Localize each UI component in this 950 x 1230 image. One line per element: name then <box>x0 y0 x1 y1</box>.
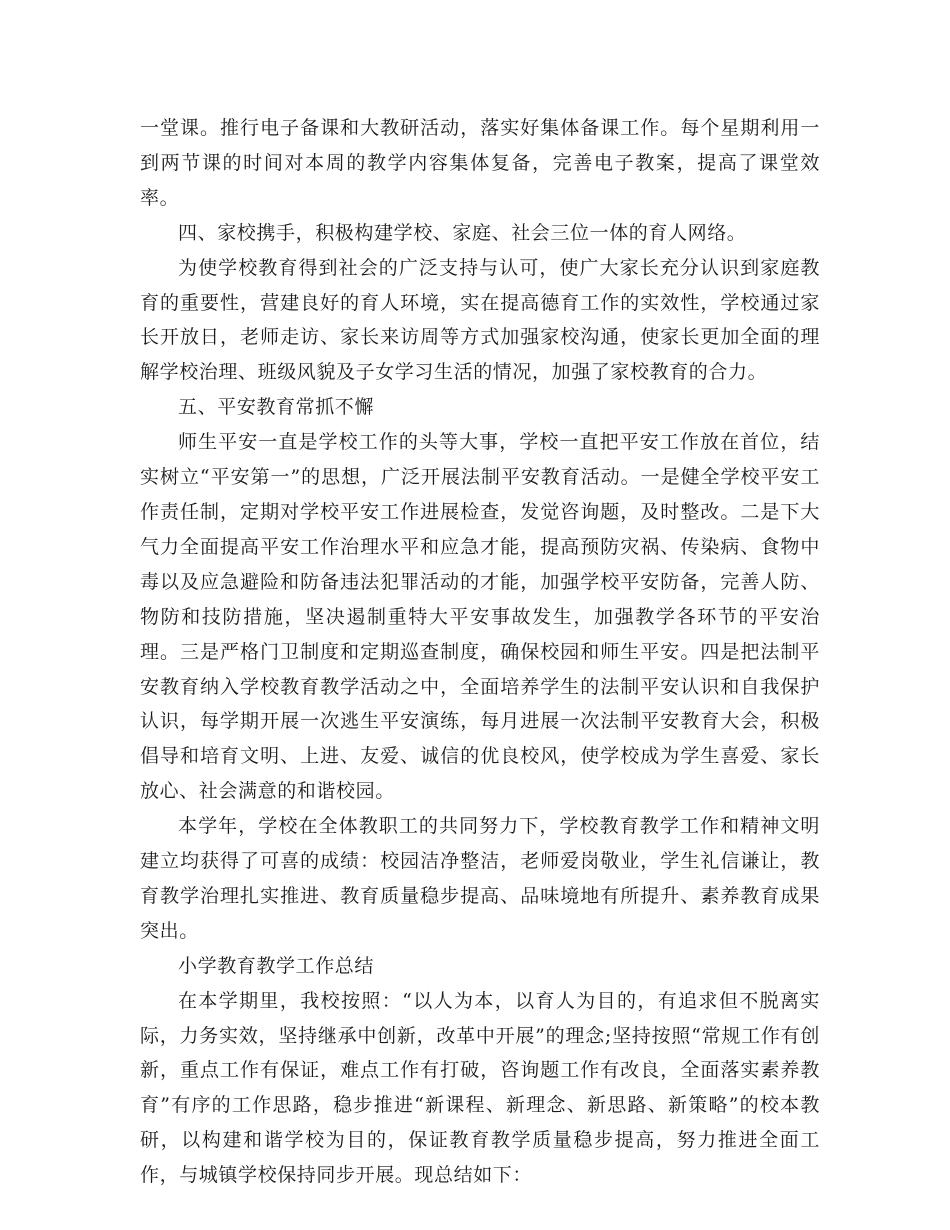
section-heading-five: 五、平安教育常抓不懈 <box>178 396 375 419</box>
paragraph-home-school: 为使学校教育得到社会的广泛支持与认可，使广大家长充分认识到家庭教育的重要性，营建良好的育人环境，实在提高德育工作的实效性，学校通过家长开放日，老师走访、家长来访周等方式加强家校沟通，使家长更加全面的理解学校治理、班级风貌及子女学习生活的情况，加强了家校教育的合力。 <box>140 256 820 384</box>
paragraph-safety: 师生平安一直是学校工作的头等大事，学校一直把平安工作放在首位，结实树立“平安第一”的思想，广泛开展法制平安教育活动。一是健全学校平安工作责任制，定期对学校平安工作进展检查，发觉咨询题，及时整改。二是下大气力全面提高平安工作治理水平和应急才能，提高预防灾祸、传染病、食物中毒以及应急避险和防备违法犯罪活动的才能，加强学校平安防备，完善人防、物防和技防措施，坚决遏制重特大平安事故发生，加强教学各环节的平安治理。三是严格门卫制度和定期巡查制度，确保校园和师生平安。四是把法制平安教育纳入学校教育教学活动之中，全面培养学生的法制平安认识和自我保护认识，每学期开展一次逃生平安演练，每月进展一次法制平安教育大会，积极倡导和培育文明、上进、友爱、诚信的优良校风，使学校成为学生喜爱、家长放心、社会满意的和谐校园。 <box>140 431 820 803</box>
document-body <box>140 111 820 1193</box>
paragraph-continuation: 一堂课。推行电子备课和大教研活动，落实好集体备课工作。每个星期利用一到两节课的时间对本周的教学内容集体复备，完善电子教案，提高了课堂效率。 <box>140 117 820 209</box>
section-heading-four: 四、家校携手，积极构建学校、家庭、社会三位一体的育人网络。 <box>178 221 747 244</box>
paragraph-achievements: 本学年，学校在全体教职工的共同努力下，学校教育教学工作和精神文明建立均获得了可喜的成绩：校园洁净整洁，老师爱岗敬业，学生礼信谦让，教育教学治理扎实推进、教育质量稳步提高、品味境地有所提升、素养教育成果突出。 <box>140 815 820 942</box>
document-subtitle: 小学教育教学工作总结 <box>178 954 375 977</box>
paragraph-summary-intro: 在本学期里，我校按照：“以人为本，以育人为目的，有追求但不脱离实际，力务实效，坚持继承中创新，改革中开展”的理念;坚持按照“常规工作有创新，重点工作有保证，难点工作有打破，咨询题工作有改良，全面落实素养教育”有序的工作思路，稳步推进“新课程、新理念、新思路、新策略”的校本教研，以构建和谐学校为目的，保证教育教学质量稳步提高，努力推进全面工作，与城镇学校保持同步开展。现总结如下： <box>140 989 820 1187</box>
